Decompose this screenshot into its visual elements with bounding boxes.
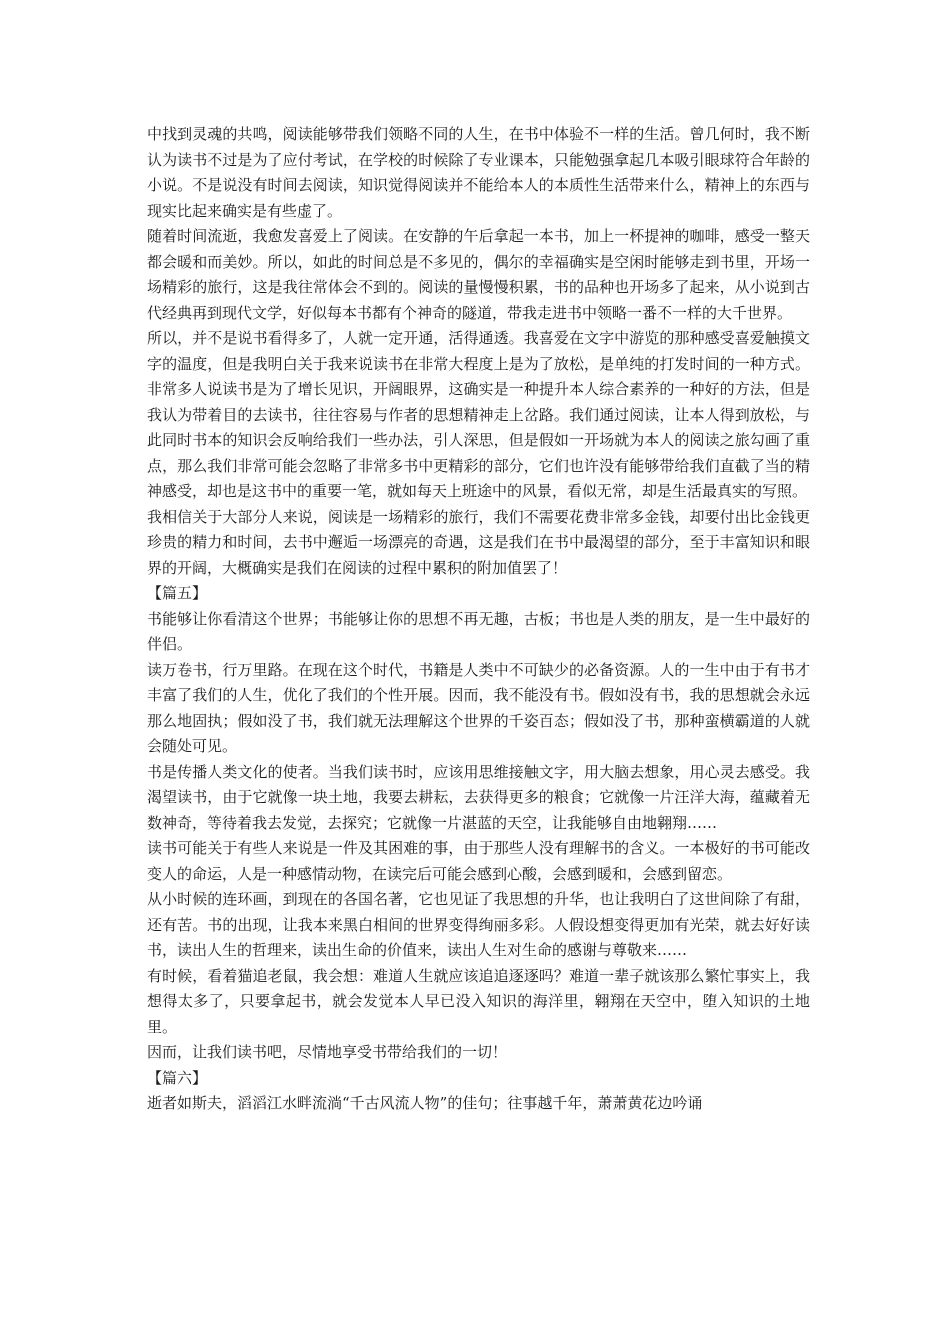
paragraph: 我相信关于大部分人来说，阅读是一场精彩的旅行，我们不需要花费非常多金钱，却要付出比金钱更珍贵的精力和时间，去书中邂逅一场漂亮的奇遇，这是我们在书中最渴望的部分，至于丰富知识和眼界的开阔，大概确实是我们在阅读的过程中累积的附加值罢了！: [147, 507, 810, 577]
paragraph: 所以，并不是说书看得多了，人就一定开通，活得通透。我喜爱在文字中游览的那种感受喜爱触摸文字的温度，但是我明白关于我来说读书在非常大程度上是为了放松，是单纯的打发时间的一种方式。非常多人说读书是为了增长见识，开阔眼界，这确实是一种提升本人综合素养的一种好的方法，但是我认为带着目的去读书，往往容易与作者的思想精神走上岔路。我们通过阅读，让本人得到放松，与此同时书本的知识会反响给我们一些办法，引人深思，但是假如一开场就为本人的阅读之旅勾画了重点，那么我们非常可能会忽略了非常多书中更精彩的部分，它们也许没有能够带给我们直截了当的精神感受，却也是这书中的重要一笔，就如每天上班途中的风景，看似无常，却是生活最真实的写照。: [147, 329, 810, 500]
paragraph: 读万卷书，行万里路。在现在这个时代，书籍是人类中不可缺少的必备资源。人的一生中由于有书才丰富了我们的人生，优化了我们的个性开展。因而，我不能没有书。假如没有书，我的思想就会永远那么地固执；假如没了书，我们就无法理解这个世界的千姿百态；假如没了书，那种蛮横霸道的人就会随处可见。: [147, 660, 810, 755]
paragraph: 读书可能关于有些人来说是一件及其困难的事，由于那些人没有理解书的含义。一本极好的书可能改变人的命运，人是一种感情动物，在读完后可能会感到心酸，会感到暖和，会感到留恋。: [147, 839, 810, 883]
paragraph: 因而，让我们读书吧，尽情地享受书带给我们的一切！: [147, 1043, 508, 1061]
document-page: [147, 122, 810, 1117]
paragraph: 中找到灵魂的共鸣，阅读能够带我们领略不同的人生，在书中体验不一样的生活。曾几何时，我不断认为读书不过是为了应付考试，在学校的时候除了专业课本，只能勉强拿起几本吸引眼球符合年龄的小说。不是说没有时间去阅读，知识觉得阅读并不能给本人的本质性生活带来什么，精神上的东西与现实比起来确实是有些虚了。: [147, 125, 810, 220]
paragraph: 逝者如斯夫，滔滔江水畔流淌“千古风流人物”的佳句；往事越千年，萧萧黄花边吟诵: [147, 1094, 703, 1112]
section-heading: 【篇五】: [147, 584, 208, 602]
paragraph: 从小时候的连环画，到现在的各国名著，它也见证了我思想的升华，也让我明白了这世间除了有甜，还有苦。书的出现，让我本来黑白相间的世界变得绚丽多彩。人假设想变得更加有光荣，就去好好读书，读出人生的哲理来，读出生命的价值来，读出人生对生命的感谢与尊敬来……: [147, 890, 810, 959]
paragraph: 书能够让你看清这个世界；书能够让你的思想不再无趣，古板；书也是人类的朋友，是一生中最好的伴侣。: [147, 609, 810, 653]
paragraph: 有时候，看着猫追老鼠，我会想：难道人生就应该追追逐逐吗？难道一辈子就该那么繁忙事实上，我想得太多了，只要拿起书，就会发觉本人早已没入知识的海洋里，翱翔在天空中，堕入知识的土地里。: [147, 966, 810, 1036]
paragraph: 书是传播人类文化的使者。当我们读书时，应该用思维接触文字，用大脑去想象，用心灵去感受。我渴望读书，由于它就像一块土地，我要去耕耘，去获得更多的粮食；它就像一片汪洋大海，蕴藏着无数神奇，等待着我去发觉，去探究；它就像一片湛蓝的天空，让我能够自由地翱翔……: [147, 762, 810, 832]
paragraph: 随着时间流逝，我愈发喜爱上了阅读。在安静的午后拿起一本书，加上一杯提神的咖啡，感受一整天都会暖和而美妙。所以，如此的时间总是不多见的，偶尔的幸福确实是空闲时能够走到书里，开场一场精彩的旅行，这是我往常体会不到的。阅读的量慢慢积累，书的品种也开场多了起来，从小说到古代经典再到现代文学，好似每本书都有个神奇的隧道，带我走进书中领略一番不一样的大千世界。: [147, 227, 810, 322]
section-heading: 【篇六】: [147, 1068, 208, 1087]
